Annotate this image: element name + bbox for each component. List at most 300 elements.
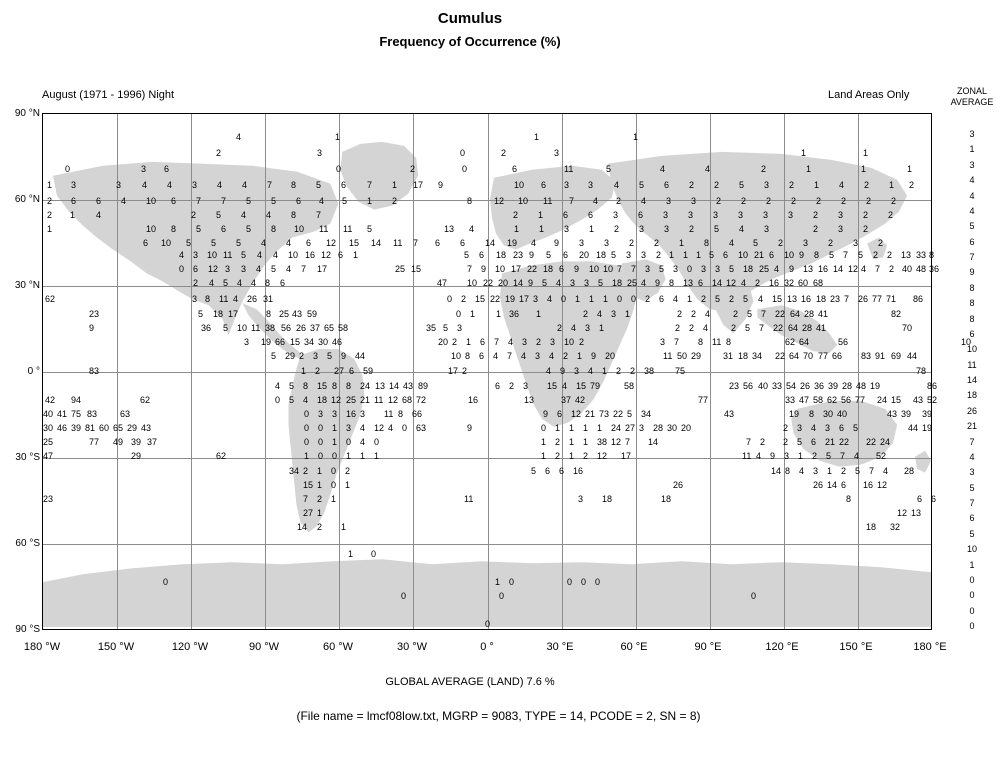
map-cell-value: 43 <box>913 395 924 405</box>
map-cell-value: 4 <box>641 278 647 288</box>
map-cell-value: 3 <box>523 381 529 391</box>
map-cell-value: 3 <box>611 309 617 319</box>
map-cell-value: 11 <box>663 351 673 361</box>
zonal-average-value: 4 <box>969 451 975 462</box>
map-cell-value: 12 <box>388 395 399 405</box>
map-cell-value: 0 <box>179 264 185 274</box>
zonal-average-value: 11 <box>967 359 977 370</box>
map-cell-value: 7 <box>617 264 623 274</box>
map-cell-value: 1 <box>541 437 547 447</box>
map-cell-value: 2 <box>614 224 620 234</box>
map-cell-value: 3 <box>192 294 198 304</box>
map-cell-value: 26 <box>247 294 258 304</box>
map-cell-value: 8 <box>291 210 297 220</box>
map-cell-value: 0 <box>687 264 693 274</box>
map-cell-value: 8 <box>698 337 704 347</box>
latitude-tick-label: 90 °S <box>15 624 40 635</box>
map-cell-value: 25 <box>279 309 290 319</box>
map-cell-value: 1 <box>577 351 583 361</box>
map-cell-value: 6 <box>563 210 569 220</box>
map-cell-value: 2 <box>392 196 398 206</box>
latitude-tick-label: 30 °N <box>14 280 40 291</box>
map-cell-value: 5 <box>715 294 721 304</box>
longitude-tick-label: 30 °E <box>546 641 574 653</box>
map-cell-value: 0 <box>541 423 547 433</box>
map-cell-value: 11 <box>219 294 229 304</box>
map-cell-value: 3 <box>588 180 594 190</box>
map-cell-value: 7 <box>507 351 513 361</box>
map-cell-value: 1 <box>633 132 639 142</box>
map-cell-value: 3 <box>825 423 831 433</box>
map-cell-value: 6 <box>811 437 817 447</box>
map-cell-value: 4 <box>233 294 239 304</box>
map-cell-value: 8 <box>332 381 338 391</box>
map-cell-value: 7 <box>875 264 881 274</box>
map-cell-value: 10 <box>589 264 600 274</box>
map-cell-value: 66 <box>832 351 843 361</box>
map-cell-value: 1 <box>514 224 520 234</box>
map-cell-value: 2 <box>452 337 458 347</box>
map-cell-value: 4 <box>756 451 762 461</box>
map-cell-value: 4 <box>319 196 325 206</box>
map-cell-value: 4 <box>273 250 279 260</box>
map-cell-value: 12 <box>331 395 342 405</box>
map-cell-value: 15 <box>349 238 360 248</box>
map-cell-value: 58 <box>624 381 635 391</box>
map-cell-value: 2 <box>866 196 872 206</box>
map-cell-value: 59 <box>363 366 374 376</box>
map-cell-value: 16 <box>769 278 780 288</box>
map-cell-value: 0 <box>336 164 342 174</box>
map-cell-value: 21 <box>360 395 371 405</box>
map-cell-value: 2 <box>677 309 683 319</box>
map-cell-value: 64 <box>789 351 800 361</box>
map-cell-value: 75 <box>675 366 686 376</box>
map-cell-value: 39 <box>901 409 912 419</box>
zonal-average-value: 5 <box>969 528 975 539</box>
zonal-average-header-line1: ZONAL <box>956 86 987 96</box>
map-cell-value: 2 <box>509 381 515 391</box>
map-cell-value: 20 <box>681 423 692 433</box>
map-cell-value: 4 <box>531 238 537 248</box>
map-cell-value: 43 <box>403 381 414 391</box>
map-cell-value: 3 <box>813 466 819 476</box>
map-cell-value: 91 <box>875 351 886 361</box>
map-cell-value: 43 <box>292 309 303 319</box>
map-cell-value: 0 <box>304 437 310 447</box>
map-cell-value: 34 <box>289 466 300 476</box>
map-cell-value: 20 <box>579 250 590 260</box>
map-cell-value: 27 <box>625 423 636 433</box>
map-cell-value: 77 <box>855 395 866 405</box>
map-cell-value: 0 <box>567 577 573 587</box>
map-cell-value: 7 <box>494 337 500 347</box>
map-cell-value: 25 <box>627 278 638 288</box>
map-cell-value: 7 <box>625 437 631 447</box>
map-cell-value: 5 <box>826 451 832 461</box>
map-cell-value: 3 <box>585 323 591 333</box>
map-cell-value: 13 <box>375 381 386 391</box>
map-cell-value: 2 <box>783 437 789 447</box>
map-cell-value: 4 <box>839 180 845 190</box>
map-cell-value: 2 <box>812 451 818 461</box>
map-cell-value: 1 <box>360 451 366 461</box>
map-cell-value: 2 <box>783 423 789 433</box>
map-cell-value: 4 <box>741 278 747 288</box>
map-cell-value: 17 <box>448 366 459 376</box>
map-cell-value: 54 <box>786 381 797 391</box>
map-cell-value: 66 <box>412 409 423 419</box>
map-cell-value: 77 <box>818 351 829 361</box>
map-cell-value: 9 <box>554 238 560 248</box>
map-cell-value: 32 <box>890 522 901 532</box>
map-cell-value: 0 <box>275 395 281 405</box>
map-cell-value: 6 <box>557 409 563 419</box>
map-cell-value: 6 <box>193 264 199 274</box>
map-cell-value: 24 <box>877 395 888 405</box>
map-cell-value: 7 <box>221 196 227 206</box>
map-cell-value: 5 <box>729 264 735 274</box>
map-cell-value: 18 <box>661 494 672 504</box>
longitude-tick-label: 90 °W <box>248 641 280 653</box>
map-cell-value: 14 <box>648 437 659 447</box>
map-cell-value: 4 <box>167 180 173 190</box>
map-cell-value: 15 <box>547 381 558 391</box>
map-cell-value: 30 <box>823 409 834 419</box>
map-cell-value: 1 <box>496 309 502 319</box>
map-cell-value: 12 <box>326 238 337 248</box>
map-cell-value: 18 <box>543 264 554 274</box>
map-cell-value: 44 <box>908 423 919 433</box>
map-cell-value: 7 <box>413 238 419 248</box>
map-cell-value: 5 <box>443 323 449 333</box>
map-cell-value: 1 <box>541 451 547 461</box>
map-cell-value: 4 <box>660 164 666 174</box>
map-cell-value: 34 <box>304 337 315 347</box>
map-cell-value: 10 <box>294 224 305 234</box>
map-cell-value: 3 <box>244 337 250 347</box>
map-cell-value: 5 <box>611 250 617 260</box>
map-cell-value: 15 <box>891 395 902 405</box>
page-title: Cumulus <box>437 10 503 27</box>
map-cell-value: 28 <box>804 309 815 319</box>
map-cell-value: 15 <box>290 337 301 347</box>
map-cell-value: 6 <box>221 224 227 234</box>
map-cell-value: 1 <box>589 294 595 304</box>
map-cell-value: 4 <box>256 264 262 274</box>
map-cell-value: 4 <box>360 423 366 433</box>
map-cell-value: 23 <box>89 309 100 319</box>
map-cell-value: 77 <box>698 395 709 405</box>
map-cell-value: 2 <box>630 366 636 376</box>
map-cell-value: 64 <box>788 323 799 333</box>
map-cell-value: 25 <box>43 437 54 447</box>
map-cell-value: 4 <box>556 278 562 288</box>
map-cell-value: 28 <box>653 423 664 433</box>
map-cell-value: 59 <box>307 309 318 319</box>
map-cell-value: 18 <box>602 494 613 504</box>
map-cell-value: 3 <box>346 423 352 433</box>
map-cell-value: 2 <box>579 337 585 347</box>
map-cell-value: 0 <box>460 148 466 158</box>
map-cell-value: 10 <box>784 250 795 260</box>
map-cell-value: 2 <box>513 210 519 220</box>
map-cell-value: 58 <box>338 323 349 333</box>
map-cell-value: 17 <box>511 264 522 274</box>
map-cell-value: 11 <box>384 409 394 419</box>
map-cell-value: 9 <box>528 278 534 288</box>
map-cell-value: 1 <box>538 210 544 220</box>
map-cell-value: 6 <box>341 180 347 190</box>
map-cell-value: 0 <box>374 437 380 447</box>
map-cell-value: 72 <box>416 395 427 405</box>
map-cell-value: 30 <box>667 423 678 433</box>
map-cell-value: 17 <box>519 294 530 304</box>
map-cell-value: 1 <box>583 437 589 447</box>
map-cell-value: 1 <box>569 423 575 433</box>
map-cell-value: 2 <box>462 366 468 376</box>
map-cell-value: 11 <box>564 164 574 174</box>
map-cell-value: 47 <box>43 451 54 461</box>
map-cell-value: 4 <box>96 210 102 220</box>
map-cell-value: 2 <box>317 522 323 532</box>
map-cell-value: 1 <box>466 337 472 347</box>
gridline-lon-90w <box>265 114 266 629</box>
map-cell-value: 3 <box>522 337 528 347</box>
map-cell-value: 5 <box>241 250 247 260</box>
map-cell-value: 12 <box>611 437 622 447</box>
map-cell-value: 9 <box>341 351 347 361</box>
map-cell-value: 42 <box>45 395 56 405</box>
map-cell-value: 4 <box>593 196 599 206</box>
map-cell-value: 25 <box>346 395 357 405</box>
map-cell-value: 2 <box>701 294 707 304</box>
map-cell-value: 2 <box>755 278 761 288</box>
map-cell-value: 86 <box>927 381 938 391</box>
map-cell-value: 17 <box>317 264 328 274</box>
map-cell-value: 9 <box>655 278 661 288</box>
map-cell-value: 56 <box>743 381 754 391</box>
map-cell-value: 20 <box>498 278 509 288</box>
map-cell-value: 5 <box>236 238 242 248</box>
map-cell-value: 5 <box>739 180 745 190</box>
map-cell-value: 3 <box>673 264 679 274</box>
map-cell-value: 39 <box>922 409 933 419</box>
map-cell-value: 20 <box>605 351 616 361</box>
map-cell-value: 3 <box>764 180 770 190</box>
zonal-average-value: 1 <box>969 559 975 570</box>
latitude-tick-label: 0 ° <box>27 366 40 377</box>
latitude-tick-label: 60 °S <box>15 538 40 549</box>
map-cell-value: 22 <box>775 309 786 319</box>
map-cell-value: 1 <box>669 250 675 260</box>
map-cell-value: 18 <box>816 294 827 304</box>
map-cell-value: 14 <box>712 278 723 288</box>
map-cell-value: 2 <box>828 238 834 248</box>
map-cell-value: 5 <box>216 210 222 220</box>
map-cell-value: 17 <box>228 309 239 319</box>
map-cell-value: 6 <box>664 180 670 190</box>
map-cell-value: 7 <box>759 323 765 333</box>
map-cell-value: 0 <box>65 164 71 174</box>
zonal-average-value: 3 <box>969 467 975 478</box>
map-cell-value: 11 <box>374 395 384 405</box>
map-cell-value: 17 <box>413 180 424 190</box>
map-cell-value: 2 <box>716 196 722 206</box>
map-cell-value: 39 <box>828 381 839 391</box>
map-cell-value: 3 <box>797 423 803 433</box>
map-cell-value: 8 <box>171 224 177 234</box>
map-cell-value: 14 <box>485 238 496 248</box>
zonal-average-value: 14 <box>966 375 977 385</box>
map-cell-value: 36 <box>201 323 212 333</box>
map-cell-value: 1 <box>536 309 542 319</box>
map-cell-value: 0 <box>751 591 757 601</box>
zonal-average-value: 0 <box>969 621 975 631</box>
map-cell-value: 3 <box>713 210 719 220</box>
map-cell-value: 2 <box>889 264 895 274</box>
map-cell-value: 4 <box>729 238 735 248</box>
map-cell-value: 3 <box>701 264 707 274</box>
map-cell-value: 19 <box>261 337 272 347</box>
map-cell-value: 5 <box>745 323 751 333</box>
longitude-tick-label: 30 °W <box>396 641 428 653</box>
map-cell-value: 79 <box>590 381 601 391</box>
longitude-tick-label: 60 °E <box>620 641 648 653</box>
map-cell-value: 25 <box>759 264 770 274</box>
map-cell-value: 3 <box>715 264 721 274</box>
map-cell-value: 6 <box>545 466 551 476</box>
map-cell-value: 6 <box>480 337 486 347</box>
map-cell-value: 3 <box>763 210 769 220</box>
map-cell-value: 18 <box>596 250 607 260</box>
map-cell-value: 10 <box>495 264 506 274</box>
map-cell-value: 3 <box>533 294 539 304</box>
map-cell-value: 6 <box>280 278 286 288</box>
map-cell-value: 3 <box>613 210 619 220</box>
map-cell-value: 3 <box>626 250 632 260</box>
map-cell-value: 18 <box>317 395 328 405</box>
map-cell-value: 7 <box>761 309 767 319</box>
map-cell-value: 5 <box>289 395 295 405</box>
gridline-lat-0 <box>43 372 931 373</box>
map-cell-value: 41 <box>816 323 827 333</box>
map-cell-value: 23 <box>513 250 524 260</box>
map-cell-value: 68 <box>813 278 824 288</box>
map-cell-value: 24 <box>880 437 891 447</box>
map-cell-value: 71 <box>886 294 897 304</box>
map-cell-value: 6 <box>659 294 665 304</box>
map-cell-value: 4 <box>547 294 553 304</box>
map-cell-value: 8 <box>303 381 309 391</box>
map-cell-value: 28 <box>904 466 915 476</box>
map-cell-value: 30 <box>318 337 329 347</box>
map-cell-value: 0 <box>332 451 338 461</box>
map-cell-value: 11 <box>543 196 553 206</box>
map-cell-value: 2 <box>816 196 822 206</box>
map-cell-value: 2 <box>583 309 589 319</box>
map-cell-value: 2 <box>629 238 635 248</box>
map-cell-value: 31 <box>263 294 274 304</box>
map-cell-value: 0 <box>631 294 637 304</box>
map-cell-value: 12 <box>494 196 505 206</box>
map-cell-value: 8 <box>669 278 675 288</box>
map-cell-value: 2 <box>760 437 766 447</box>
map-cell-value: 21 <box>754 250 765 260</box>
zonal-average-value: 7 <box>969 252 975 262</box>
map-cell-value: 0 <box>509 577 515 587</box>
map-cell-value: 2 <box>689 180 695 190</box>
map-cell-value: 2 <box>654 238 660 248</box>
map-cell-value: 19 <box>505 294 516 304</box>
map-cell-value: 8 <box>814 250 820 260</box>
map-cell-value: 1 <box>583 423 589 433</box>
map-cell-value: 6 <box>96 196 102 206</box>
map-cell-value: 7 <box>869 466 875 476</box>
map-cell-value: 5 <box>271 196 277 206</box>
map-cell-value: 0 <box>331 466 337 476</box>
map-cell-value: 7 <box>467 264 473 274</box>
map-cell-value: 56 <box>838 337 849 347</box>
map-cell-value: 10 <box>603 264 614 274</box>
map-cell-value: 2 <box>536 337 542 347</box>
map-cell-value: 1 <box>317 508 323 518</box>
map-cell-value: 2 <box>656 250 662 260</box>
map-cell-value: 1 <box>317 466 323 476</box>
map-cell-value: 3 <box>853 238 859 248</box>
map-cell-value: 62 <box>45 294 56 304</box>
map-cell-value: 37 <box>561 395 572 405</box>
zonal-average-value: 4 <box>969 190 975 201</box>
map-cell-value: 3 <box>535 351 541 361</box>
map-cell-value: 10 <box>518 196 529 206</box>
map-cell-value: 41 <box>818 309 829 319</box>
map-cell-value: 8 <box>809 409 815 419</box>
map-cell-value: 5 <box>198 309 204 319</box>
map-cell-value: 66 <box>275 337 286 347</box>
map-cell-value: 1 <box>353 250 359 260</box>
map-cell-value: 12 <box>374 423 385 433</box>
map-cell-value: 6 <box>71 196 77 206</box>
map-cell-value: 3 <box>574 366 580 376</box>
map-cell-value: 4 <box>799 466 805 476</box>
map-cell-value: 65 <box>113 423 124 433</box>
map-cell-value: 3 <box>663 210 669 220</box>
map-cell-value: 1 <box>569 437 575 447</box>
map-cell-value: 10 <box>467 278 478 288</box>
map-cell-value: 3 <box>241 264 247 274</box>
zonal-average-value: 8 <box>969 282 975 293</box>
map-cell-value: 5 <box>211 238 217 248</box>
map-cell-value: 2 <box>461 294 467 304</box>
map-cell-value: 26 <box>858 294 869 304</box>
map-cell-value: 4 <box>758 294 764 304</box>
map-cell-value: 5 <box>743 294 749 304</box>
map-cell-value: 4 <box>388 423 394 433</box>
map-cell-value: 5 <box>196 224 202 234</box>
map-cell-value: 26 <box>296 323 307 333</box>
map-cell-value: 33 <box>916 250 927 260</box>
zonal-average-value: 1 <box>969 144 975 155</box>
zonal-average-value: 6 <box>969 328 975 339</box>
map-cell-value: 46 <box>57 423 68 433</box>
map-cell-value: 3 <box>788 210 794 220</box>
map-cell-value: 1 <box>70 210 76 220</box>
map-cell-value: 1 <box>345 480 351 490</box>
zonal-average-value: 21 <box>966 421 977 432</box>
map-cell-value: 5 <box>223 278 229 288</box>
map-cell-value: 13 <box>803 264 814 274</box>
